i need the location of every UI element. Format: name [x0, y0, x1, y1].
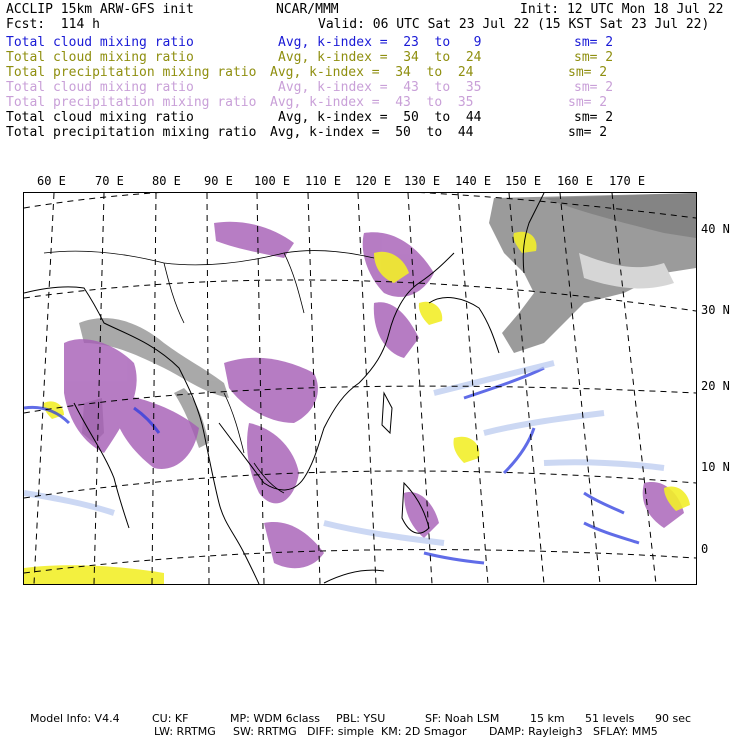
field-line: Total precipitation mixing ratio Avg, k-index = 50 to 44 sm= 2 [6, 125, 608, 140]
lat-label: 0 [701, 542, 709, 556]
footer-sflay: SFLAY: MM5 [593, 725, 658, 738]
footer-levels: 51 levels [585, 712, 635, 725]
lon-label: 170 E [609, 174, 646, 188]
lon-label: 90 E [204, 174, 233, 188]
footer-res: 15 km [530, 712, 565, 725]
init-time: Init: 12 UTC Mon 18 Jul 22 [520, 2, 724, 17]
field-line: Total cloud mixing ratio Avg, k-index = 23 to 9 sm= 2 [6, 35, 614, 50]
valid-time: Valid: 06 UTC Sat 23 Jul 22 (15 KST Sat 23 Jul 22) [318, 17, 710, 32]
footer-mp: MP: WDM 6class [230, 712, 320, 725]
field-line: Total precipitation mixing ratio Avg, k-index = 34 to 24 sm= 2 [6, 65, 608, 80]
forecast-hour: Fcst: 114 h [6, 17, 100, 32]
lon-label: 110 E [305, 174, 342, 188]
footer-lw: LW: RRTMG [154, 725, 216, 738]
field-line: Total cloud mixing ratio Avg, k-index = 34 to 24 sm= 2 [6, 50, 614, 65]
lat-label: 40 N [701, 222, 730, 236]
lon-label: 160 E [557, 174, 594, 188]
lon-label: 60 E [37, 174, 66, 188]
high-cloud-area [489, 193, 696, 353]
lon-label: 80 E [152, 174, 181, 188]
footer-sw: SW: RRTMG [233, 725, 297, 738]
map-canvas [24, 193, 696, 584]
footer-pbl: PBL: YSU [336, 712, 386, 725]
lon-label: 100 E [254, 174, 291, 188]
footer-sf: SF: Noah LSM [425, 712, 500, 725]
footer-km: KM: 2D Smagor [381, 725, 467, 738]
footer-cu: CU: KF [152, 712, 189, 725]
title-center: NCAR/MMM [276, 2, 339, 17]
lon-label: 130 E [404, 174, 441, 188]
lon-label: 140 E [455, 174, 492, 188]
lon-label: 120 E [355, 174, 392, 188]
footer-model-info: Model Info: V4.4 [30, 712, 120, 725]
field-line: Total precipitation mixing ratio Avg, k-index = 43 to 35 sm= 2 [6, 95, 608, 110]
lon-label: 150 E [505, 174, 542, 188]
field-line: Total cloud mixing ratio Avg, k-index = 43 to 35 sm= 2 [6, 80, 614, 95]
lon-label: 70 E [95, 174, 124, 188]
field-line: Total cloud mixing ratio Avg, k-index = 50 to 44 sm= 2 [6, 110, 614, 125]
forecast-map [23, 192, 697, 585]
footer-damp: DAMP: Rayleigh3 [489, 725, 583, 738]
footer-diff: DIFF: simple [307, 725, 375, 738]
lat-label: 30 N [701, 303, 730, 317]
footer-timestep: 90 sec [655, 712, 692, 725]
lat-label: 10 N [701, 460, 730, 474]
title-left: ACCLIP 15km ARW-GFS init [6, 2, 194, 17]
lat-label: 20 N [701, 379, 730, 393]
